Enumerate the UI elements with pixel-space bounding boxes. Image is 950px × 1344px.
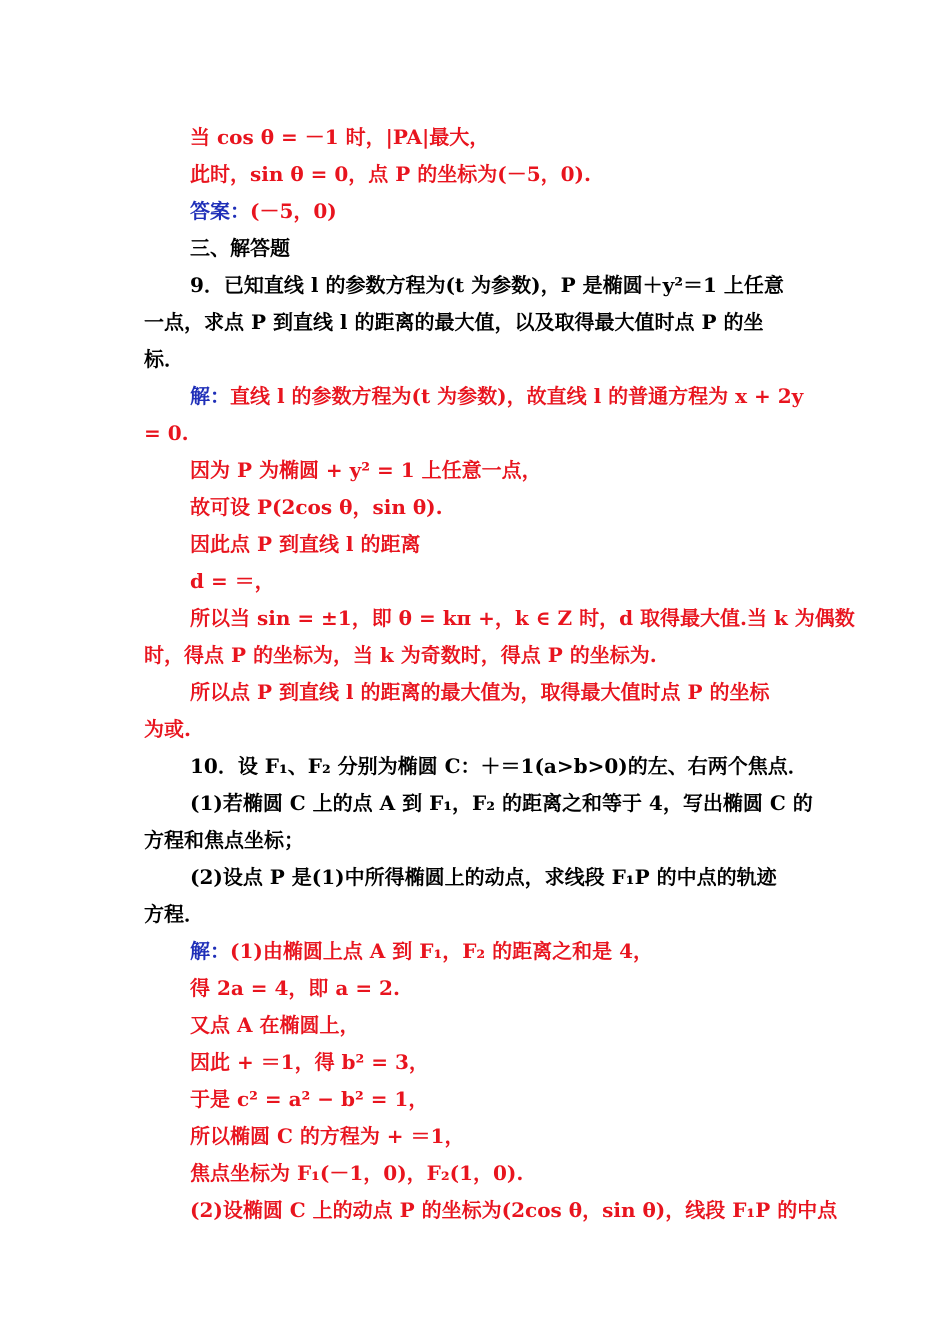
- solution-line: = 0.: [144, 421, 189, 445]
- question-line: 10．设 F₁、F₂ 分别为椭圆 C：＋＝1(a>b>0)的左、右两个焦点．: [190, 754, 808, 778]
- question-line: 标．: [144, 347, 184, 371]
- solution-line: 故可设 P(2cos θ，sin θ).: [190, 495, 443, 519]
- solution-line: (2)设椭圆 C 上的动点 P 的坐标为(2cos θ，sin θ)，线段 F₁P 的中点: [190, 1198, 838, 1222]
- solution-line: 当 cos θ = －1 时，|PA|最大，: [190, 125, 490, 149]
- solution-text: (1)由椭圆上点 A 到 F₁，F₂ 的距离之和是 4，: [230, 939, 654, 963]
- answer-value: (－5，0): [250, 199, 337, 223]
- question-line: 方程．: [144, 902, 204, 926]
- solution-text: 直线 l 的参数方程为(t 为参数)，故直线 l 的普通方程为 x + 2y: [230, 384, 804, 408]
- solution-label: 解：: [190, 384, 230, 408]
- solution-line: 所以椭圆 C 的方程为 + ＝1，: [190, 1124, 465, 1148]
- question-line: (2)设点 P 是(1)中所得椭圆上的动点，求线段 F₁P 的中点的轨迹: [190, 865, 777, 889]
- answer-line: [190, 198, 337, 224]
- solution-line: 焦点坐标为 F₁(－1，0)，F₂(1，0).: [190, 1161, 524, 1185]
- question-line: 9．已知直线 l 的参数方程为(t 为参数)，P 是椭圆＋y²＝1 上任意: [190, 273, 784, 297]
- solution-line: [190, 938, 653, 964]
- solution-line: 因此 + ＝1，得 b² = 3，: [190, 1050, 429, 1074]
- section-heading: 三、解答题: [190, 236, 290, 260]
- solution-line: 又点 A 在椭圆上，: [190, 1013, 360, 1037]
- solution-line: 所以点 P 到直线 l 的距离的最大值为，取得最大值时点 P 的坐标: [190, 680, 770, 704]
- solution-label: 解：: [190, 939, 230, 963]
- solution-line: d = ＝，: [190, 569, 275, 593]
- solution-line: 所以当 sin = ±1，即 θ = kπ +，k ∈ Z 时，d 取得最大值.当 k 为偶数: [190, 606, 855, 630]
- solution-line: 时，得点 P 的坐标为，当 k 为奇数时，得点 P 的坐标为.: [144, 643, 657, 667]
- solution-line: [190, 383, 803, 409]
- solution-line: 于是 c² = a² − b² = 1，: [190, 1087, 429, 1111]
- solution-line: 为或.: [144, 717, 191, 741]
- solution-line: 因为 P 为椭圆 + y² = 1 上任意一点，: [190, 458, 542, 482]
- question-line: 一点，求点 P 到直线 l 的距离的最大值，以及取得最大值时点 P 的坐: [144, 310, 764, 334]
- solution-line: 因此点 P 到直线 l 的距离: [190, 532, 421, 556]
- question-line: (1)若椭圆 C 上的点 A 到 F₁，F₂ 的距离之和等于 4，写出椭圆 C 的: [190, 791, 813, 815]
- solution-line: 得 2a = 4，即 a = 2.: [190, 976, 400, 1000]
- answer-label: 答案：: [190, 199, 250, 223]
- question-line: 方程和焦点坐标；: [144, 828, 304, 852]
- solution-line: 此时，sin θ = 0，点 P 的坐标为(－5，0).: [190, 162, 591, 186]
